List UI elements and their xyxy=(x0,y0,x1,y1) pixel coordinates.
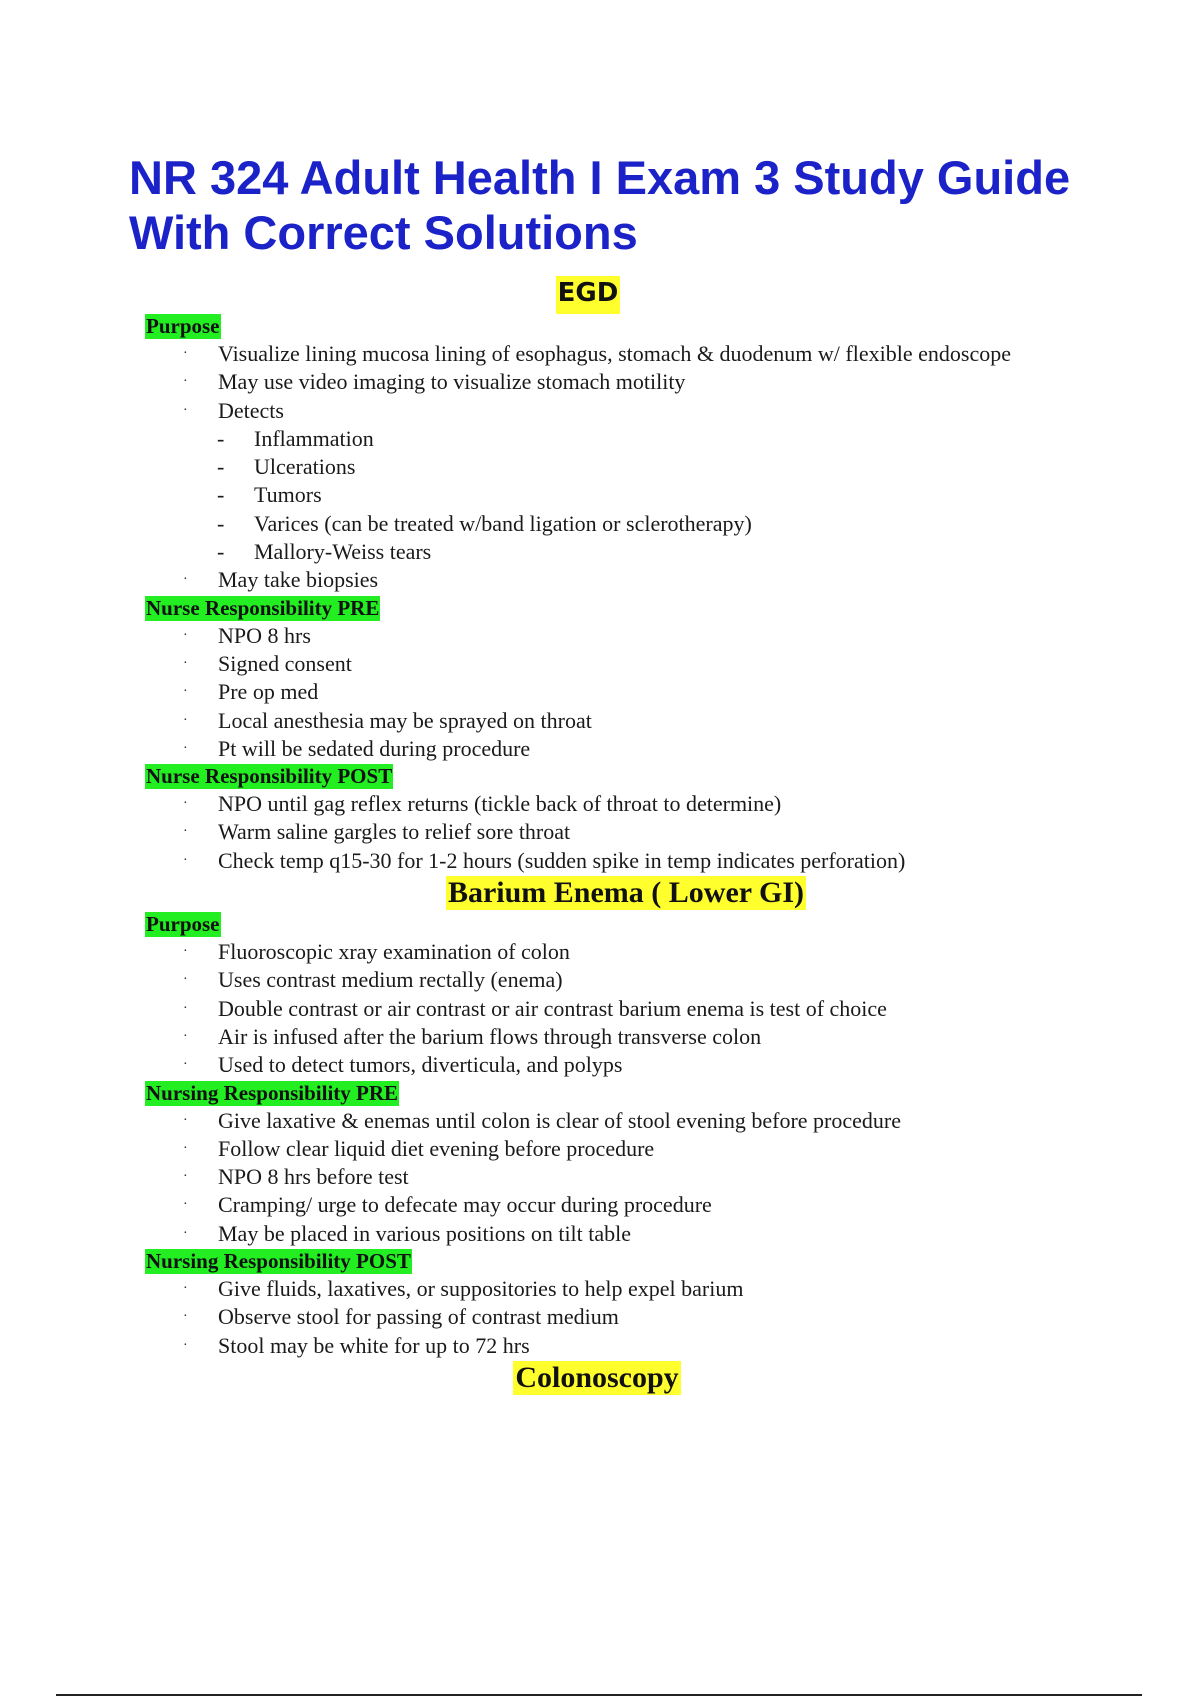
list-item: · Pre op med xyxy=(183,679,319,705)
bullet-icon: · xyxy=(183,627,188,643)
bullet-icon: · xyxy=(183,1281,188,1297)
list-item: · Double contrast or air contrast or air contrast barium enema is test of choice xyxy=(183,995,887,1021)
barium-post-subhead xyxy=(0,1249,1200,1276)
section-title: Colonoscopy xyxy=(515,1360,679,1394)
bullet-icon: · xyxy=(183,572,188,588)
barium-purpose-subhead xyxy=(0,912,1200,939)
list-item: · Give laxative & enemas until colon is clear of stool evening before procedure xyxy=(183,1107,901,1133)
barium-post-list xyxy=(0,1276,1200,1358)
bullet-icon: · xyxy=(183,1140,188,1156)
bullet-icon: · xyxy=(183,1309,188,1325)
list-item: · Used to detect tumors, diverticula, and polyps xyxy=(183,1052,623,1078)
subhead-label: Purpose xyxy=(146,912,220,937)
bullet-icon: · xyxy=(183,1169,188,1185)
list-item: · Follow clear liquid diet evening before procedure xyxy=(183,1135,655,1161)
list-item: · NPO 8 hrs before test xyxy=(183,1164,409,1190)
egd-purpose-subhead xyxy=(0,314,1200,341)
document-body xyxy=(0,276,1200,1397)
list-item: · Uses contrast medium rectally (enema) xyxy=(183,967,563,993)
barium-purpose-list xyxy=(0,939,1200,1077)
bullet-icon: · xyxy=(183,944,188,960)
bullet-icon: · xyxy=(183,346,188,361)
dash-icon: - xyxy=(217,510,225,536)
egd-detects-list xyxy=(0,426,1200,564)
dash-icon: - xyxy=(217,482,225,508)
list-item: · Give fluids, laxatives, or suppositories to help expel barium xyxy=(183,1276,744,1302)
bullet-icon: · xyxy=(183,684,188,700)
list-item: · May be placed in various positions on tilt table xyxy=(183,1220,632,1246)
list-item: · NPO until gag reflex returns (tickle back of throat to determine) xyxy=(183,791,782,817)
egd-pre-list xyxy=(0,623,1200,761)
bullet-icon: · xyxy=(183,852,188,868)
sub-list-item: - Inflammation xyxy=(217,425,374,451)
bullet-icon: · xyxy=(183,374,188,390)
dash-icon: - xyxy=(217,454,225,480)
section-egd-heading xyxy=(0,276,1200,314)
bullet-icon: · xyxy=(183,655,188,671)
sub-list-item: - Tumors xyxy=(217,482,322,508)
section-barium-heading xyxy=(52,876,1200,912)
section-title: Barium Enema ( Lower GI) xyxy=(447,876,805,910)
bullet-icon: · xyxy=(183,1112,188,1128)
dash-icon: - xyxy=(217,425,225,451)
sub-list-item: - Mallory-Weiss tears xyxy=(217,539,432,565)
list-item: · Pt will be sedated during procedure xyxy=(183,735,531,761)
list-item: · May use video imaging to visualize stomach motility xyxy=(183,369,686,395)
list-item: · Check temp q15-30 for 1-2 hours (sudden spike in temp indicates perforation) xyxy=(183,847,906,873)
subhead-label: Nursing Responsibility PRE xyxy=(146,1080,399,1105)
bullet-icon: · xyxy=(183,1028,188,1044)
bullet-icon: · xyxy=(183,740,188,756)
egd-pre-subhead xyxy=(0,596,1200,623)
egd-post-list xyxy=(0,791,1200,873)
sub-list-item: - Varices (can be treated w/band ligation or sclerotherapy) xyxy=(217,510,752,536)
list-item: · Stool may be white for up to 72 hrs xyxy=(183,1332,530,1358)
egd-post-subhead xyxy=(0,764,1200,791)
bullet-icon: · xyxy=(183,1225,188,1241)
dash-icon: - xyxy=(217,539,225,565)
bullet-icon: · xyxy=(183,796,188,812)
egd-purpose-list-cont xyxy=(0,567,1200,592)
list-item: · Local anesthesia may be sprayed on throat xyxy=(183,707,592,733)
section-title: EGD xyxy=(556,276,621,314)
list-item: · Warm saline gargles to relief sore throat xyxy=(183,819,571,845)
subhead-label: Nursing Responsibility POST xyxy=(146,1249,411,1274)
list-item: · Air is infused after the barium flows through transverse colon xyxy=(183,1023,762,1049)
bullet-icon: · xyxy=(183,402,188,418)
list-item: · NPO 8 hrs xyxy=(183,622,311,648)
egd-purpose-list xyxy=(0,341,1200,423)
list-item: · Visualize lining mucosa lining of esophagus, stomach & duodenum w/ flexible endoscope xyxy=(183,341,1011,366)
bullet-icon: · xyxy=(183,1057,188,1073)
bullet-icon: · xyxy=(183,1337,188,1353)
bullet-icon: · xyxy=(183,824,188,840)
sub-list-item: - Ulcerations xyxy=(217,454,356,480)
barium-pre-list xyxy=(0,1108,1200,1246)
list-item: · Cramping/ urge to defecate may occur during procedure xyxy=(183,1192,712,1218)
subhead-label: Purpose xyxy=(146,314,220,338)
bullet-icon: · xyxy=(183,972,188,988)
page-title: NR 324 Adult Health I Exam 3 Study Guide With Correct Solutions xyxy=(129,151,1071,259)
section-colonoscopy-heading xyxy=(0,1361,1200,1397)
list-item: · Observe stool for passing of contrast medium xyxy=(183,1304,619,1330)
footer-divider xyxy=(56,1694,1142,1696)
list-item: · Fluoroscopic xray examination of colon xyxy=(183,939,570,965)
barium-pre-subhead xyxy=(0,1081,1200,1108)
list-item: · May take biopsies xyxy=(183,567,379,593)
bullet-icon: · xyxy=(183,712,188,728)
subhead-label: Nurse Responsibility POST xyxy=(146,764,393,789)
bullet-icon: · xyxy=(183,1197,188,1213)
list-item: · Detects xyxy=(183,397,284,423)
list-item: · Signed consent xyxy=(183,650,352,676)
bullet-icon: · xyxy=(183,1000,188,1016)
subhead-label: Nurse Responsibility PRE xyxy=(146,595,380,620)
